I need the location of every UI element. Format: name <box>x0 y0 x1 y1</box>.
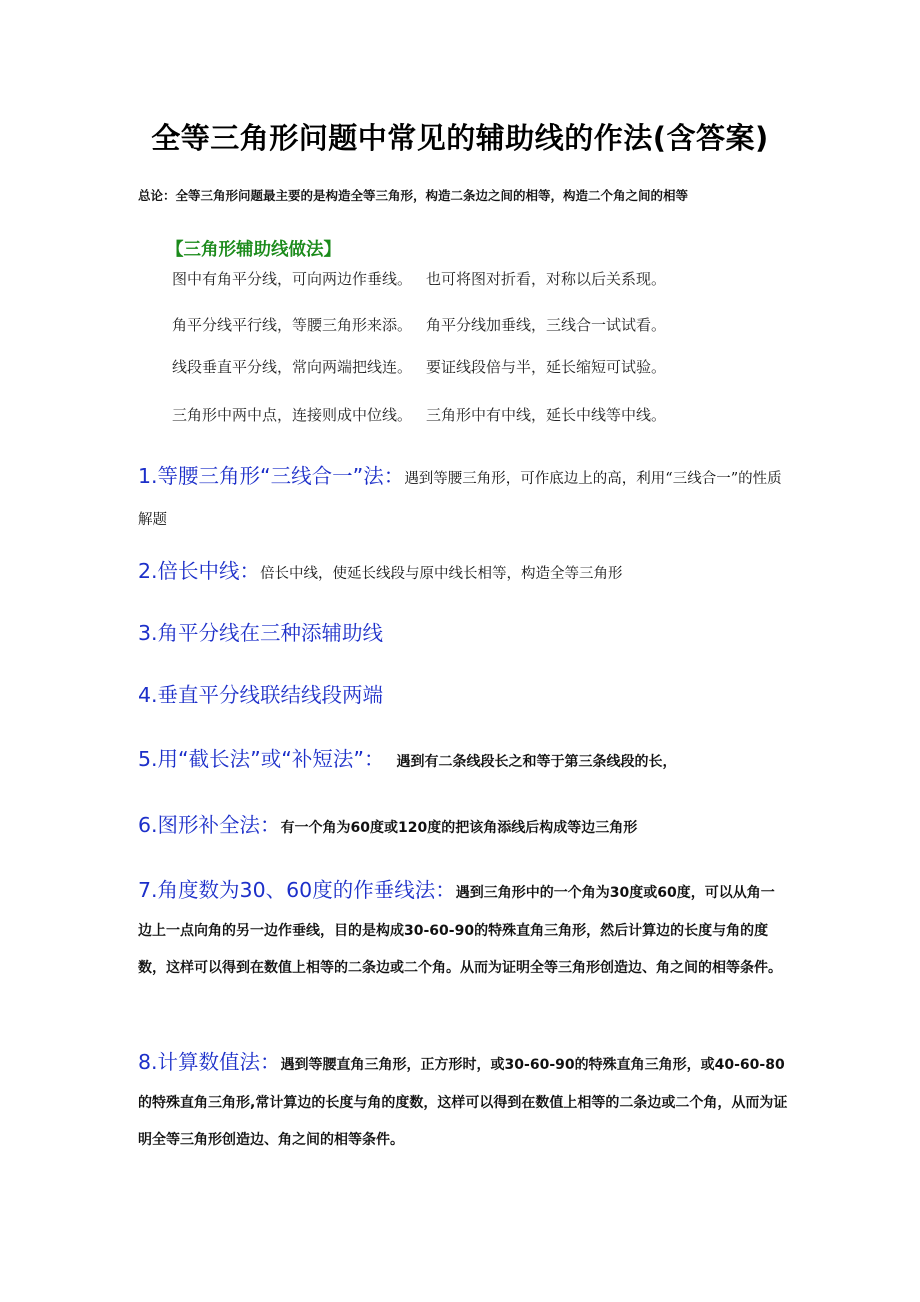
section-figure-completion <box>138 810 788 843</box>
section-cut-long-supplement-short <box>138 744 788 777</box>
section-heading: 4.垂直平分线联结线段两端 <box>138 683 384 707</box>
section-heading: 7.角度数为30、60度的作垂线法： <box>138 878 456 902</box>
section-perpendicular-30-60 <box>138 872 788 987</box>
rhyme-line <box>172 404 666 425</box>
section-text: 有一个角为60度或120度的把该角添线后构成等边三角形 <box>280 820 638 836</box>
section-heading: 1.等腰三角形“三线合一”法： <box>138 464 405 488</box>
section-heading: 2.倍长中线： <box>138 559 261 583</box>
section-angle-bisector <box>138 618 788 650</box>
section-heading: 5.用“截长法”或“补短法”： <box>138 747 385 771</box>
rhyme-first-half: 线段垂直平分线，常向两端把线连。 <box>172 358 413 376</box>
section-numeric-calculation <box>138 1044 788 1159</box>
page-title: 全等三角形问题中常见的辅助线的作法(含答案) <box>151 121 769 155</box>
rhymes-heading: 【三角形辅助线做法】 <box>166 240 341 260</box>
rhyme-first-half: 图中有角平分线，可向两边作垂线。 <box>172 270 413 288</box>
section-isosceles-three-lines <box>138 456 788 540</box>
section-text: 倍长中线，使延长线段与原中线长相等，构造全等三角形 <box>260 566 623 582</box>
rhyme-line <box>172 356 666 377</box>
rhyme-first-half: 三角形中两中点，连接则成中位线。 <box>172 406 413 424</box>
section-text: 遇到三角形中的一个角为30度或60度，可以从角一边上一点向角的另一边作垂线，目的是构成30-60-90的特殊直角三角形，然后计算边的长度与角的度数，这样可以得到在数值上相等的二条边或二个角。从而为证明全等三角形创造边、角之间的相等条件。 <box>138 885 782 976</box>
section-perpendicular-bisector <box>138 680 788 712</box>
section-heading: 6.图形补全法： <box>138 813 281 837</box>
rhyme-second-half: 三角形中有中线，延长中线等中线。 <box>426 406 667 424</box>
rhyme-line <box>172 268 666 289</box>
rhyme-second-half: 也可将图对折看，对称以后关系现。 <box>426 270 667 288</box>
section-text: 遇到等腰三角形，可作底边上的高，利用“三线合一”的性质解题 <box>138 471 782 528</box>
section-text: 遇到有二条线段长之和等于第三条线段的长， <box>396 754 677 770</box>
section-text: 遇到等腰直角三角形，正方形时，或30-60-90的特殊直角三角形，或40-60-80的特殊直角三角形,常计算边的长度与角的度数，这样可以得到在数值上相等的二条边或二个角，从而为证明全等三角形创造边、角之间的相等条件。 <box>138 1057 788 1148</box>
rhyme-line <box>172 314 666 335</box>
summary-text: 总论：全等三角形问题最主要的是构造全等三角形，构造二条边之间的相等，构造二个角之间的相等 <box>138 188 689 203</box>
section-heading: 8.计算数值法： <box>138 1050 281 1074</box>
rhyme-second-half: 角平分线加垂线，三线合一试试看。 <box>426 316 667 334</box>
section-heading: 3.角平分线在三种添辅助线 <box>138 621 384 645</box>
section-double-median <box>138 556 788 589</box>
rhyme-second-half: 要证线段倍与半，延长缩短可试验。 <box>426 358 667 376</box>
rhyme-first-half: 角平分线平行线，等腰三角形来添。 <box>172 316 413 334</box>
